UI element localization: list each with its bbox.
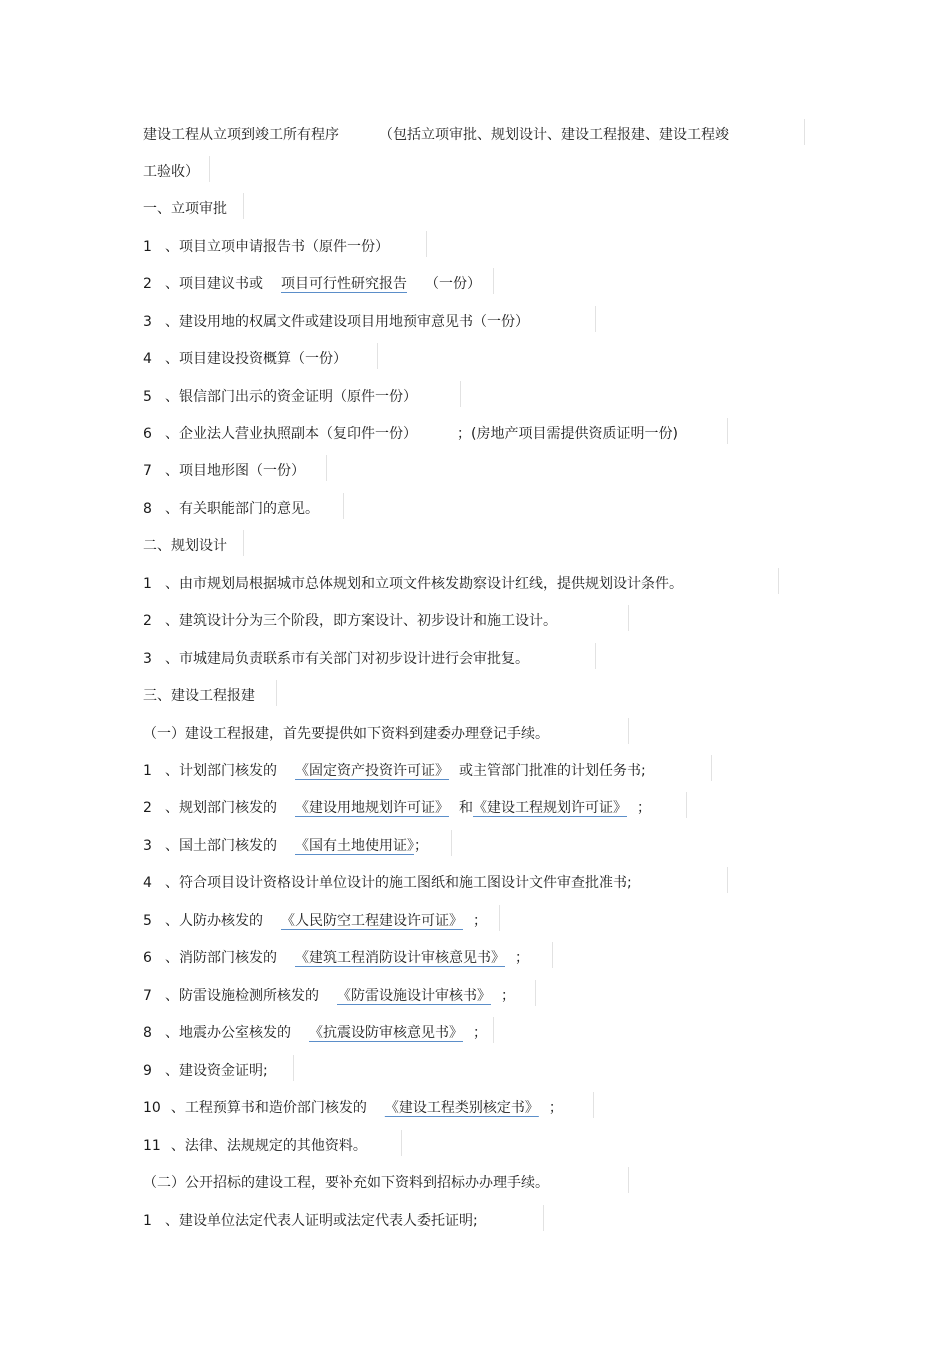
list-item [143,272,481,296]
line-edge [209,156,210,182]
item-document-name: 《建设用地规划许可证》 [295,800,449,816]
list-item [143,609,557,633]
item-number: 2 [143,613,152,629]
subsection-title: （二）公开招标的建设工程，要补充如下资料到招标办办理手续。 [143,1175,549,1191]
line-edge [493,1017,494,1043]
section-heading-2 [143,534,227,558]
line-edge [276,680,277,706]
item-text: 、银信部门出示的资金证明（原件一份） [165,389,417,405]
line-edge [499,905,500,931]
section-title: 一、立项审批 [143,201,227,217]
item-number: 11 [143,1138,161,1154]
title-parenthetical: （包括立项审批、规划设计、建设工程报建、建设工程竣 [379,127,729,143]
item-text: 、项目立项申请报告书（原件一份） [165,239,389,255]
item-text: 、消防部门核发的 [165,950,277,966]
list-item [143,1021,487,1045]
item-number: 7 [143,463,152,479]
section-title: 三、建设工程报建 [143,688,255,704]
item-text: 、建筑设计分为三个阶段，即方案设计、初步设计和施工设计。 [165,613,557,629]
list-item [143,871,632,895]
item-text: （一份） [425,276,481,292]
item-document-name: 《建设工程类别核定书》 [384,1100,539,1116]
list-item [143,946,529,970]
line-edge [778,568,779,594]
list-item [143,834,428,858]
item-text: 、防雷设施检测所核发的 [165,988,319,1004]
list-item [143,459,305,483]
title-main: 建设工程从立项到竣工所有程序 [143,127,339,143]
item-number: 1 [143,1213,152,1229]
item-text: 、国土部门核发的 [165,838,277,854]
item-text: 、符合项目设计资格设计单位设计的施工图纸和施工图设计文件审查批准书; [165,875,632,891]
item-number: 2 [143,276,152,292]
item-text: ； [473,1025,487,1041]
line-edge [628,605,629,631]
line-edge [243,193,244,219]
subsection-heading [143,722,549,746]
doc-title-cont [143,160,199,184]
item-number: 5 [143,389,152,405]
list-item [143,647,529,671]
item-document-name: 《防雷设施设计审核书》 [337,988,491,1004]
item-text: 或主管部门批准的计划任务书; [459,763,646,779]
item-text: ； [414,838,428,854]
item-text: 、由市规划局根据城市总体规划和立项文件核发勘察设计红线，提供规划设计条件。 [165,576,683,592]
list-item [143,1096,563,1120]
line-edge [535,980,536,1006]
line-edge [493,268,494,294]
item-number: 3 [143,314,152,330]
line-edge [595,643,596,669]
section-title: 二、规划设计 [143,538,227,554]
item-document-name: 项目可行性研究报告 [281,276,407,292]
item-number: 4 [143,875,152,891]
item-number: 6 [143,950,152,966]
item-number: 4 [143,351,152,367]
item-document-name: 《建设工程规划许可证》 [473,800,627,816]
item-number: 8 [143,1025,152,1041]
item-text: ； [637,800,651,816]
item-number: 8 [143,501,152,517]
item-text: 、工程预算书和造价部门核发的 [170,1100,367,1116]
item-text: 、项目建议书或 [165,276,263,292]
line-edge [293,1055,294,1081]
list-item [143,1209,478,1233]
list-item [143,984,515,1008]
list-item [143,759,646,783]
line-edge [595,306,596,332]
list-item [143,497,319,521]
item-document-name: 《人民防空工程建设许可证》 [281,913,463,929]
title-line2: 工验收） [143,164,199,180]
line-edge [401,1130,402,1156]
line-edge [460,381,461,407]
item-text: 、市城建局负责联系市有关部门对初步设计进行会审批复。 [165,651,529,667]
item-document-name: 《建筑工程消防设计审核意见书》 [295,950,505,966]
item-document-name: 《固定资产投资许可证》 [295,763,449,779]
list-item [143,796,651,820]
item-text: 、计划部门核发的 [165,763,277,779]
item-text: ； [473,913,487,929]
item-text: 、人防办核发的 [165,913,263,929]
list-item [143,422,678,446]
line-edge [326,455,327,481]
line-edge [628,1167,629,1193]
item-number: 5 [143,913,152,929]
list-item [143,347,347,371]
item-number: 9 [143,1063,152,1079]
item-text: 、建设单位法定代表人证明或法定代表人委托证明; [165,1213,478,1229]
section-heading-1 [143,197,227,221]
item-text: 、有关职能部门的意见。 [165,501,319,517]
list-item [143,235,389,259]
line-edge [593,1092,594,1118]
line-edge [686,792,687,818]
line-edge [804,119,805,145]
list-item [143,1134,367,1158]
item-number: 1 [143,576,152,592]
line-edge [426,231,427,257]
item-number: 2 [143,800,152,816]
line-edge [451,830,452,856]
line-edge [243,530,244,556]
item-number: 7 [143,988,152,1004]
item-number: 6 [143,426,152,442]
subsection-title: （一）建设工程报建，首先要提供如下资料到建委办理登记手续。 [143,726,549,742]
item-text: 、法律、法规规定的其他资料。 [170,1138,367,1154]
section-heading-3 [143,684,255,708]
line-edge [628,718,629,744]
item-text: ； [515,950,529,966]
item-text: 、项目建设投资概算（一份） [165,351,347,367]
item-text: ； [548,1100,563,1116]
line-edge [711,755,712,781]
doc-title [143,123,729,147]
list-item [143,310,529,334]
item-text: 和 [459,800,473,816]
item-text: ； [501,988,515,1004]
line-edge [727,418,728,444]
item-text: 、地震办公室核发的 [165,1025,291,1041]
line-edge [727,867,728,893]
item-number: 3 [143,651,152,667]
item-number: 10 [143,1100,161,1116]
item-number: 1 [143,239,152,255]
item-text: 、建设用地的权属文件或建设项目用地预审意见书（一份） [165,314,529,330]
item-text: ；(房地产项目需提供资质证明一份) [457,426,678,442]
line-edge [543,1205,544,1231]
item-document-name: 《国有土地使用证》 [295,838,414,854]
item-text: 、规划部门核发的 [165,800,277,816]
line-edge [343,493,344,519]
item-text: 、建设资金证明; [165,1063,268,1079]
list-item [143,385,417,409]
item-number: 3 [143,838,152,854]
item-text: 、企业法人营业执照副本（复印件一份） [165,426,417,442]
line-edge [552,942,553,968]
line-edge [377,343,378,369]
item-number: 1 [143,763,152,779]
list-item [143,909,487,933]
subsection-heading [143,1171,549,1195]
list-item [143,572,683,596]
list-item [143,1059,268,1083]
item-text: 、项目地形图（一份） [165,463,305,479]
item-document-name: 《抗震设防审核意见书》 [309,1025,463,1041]
